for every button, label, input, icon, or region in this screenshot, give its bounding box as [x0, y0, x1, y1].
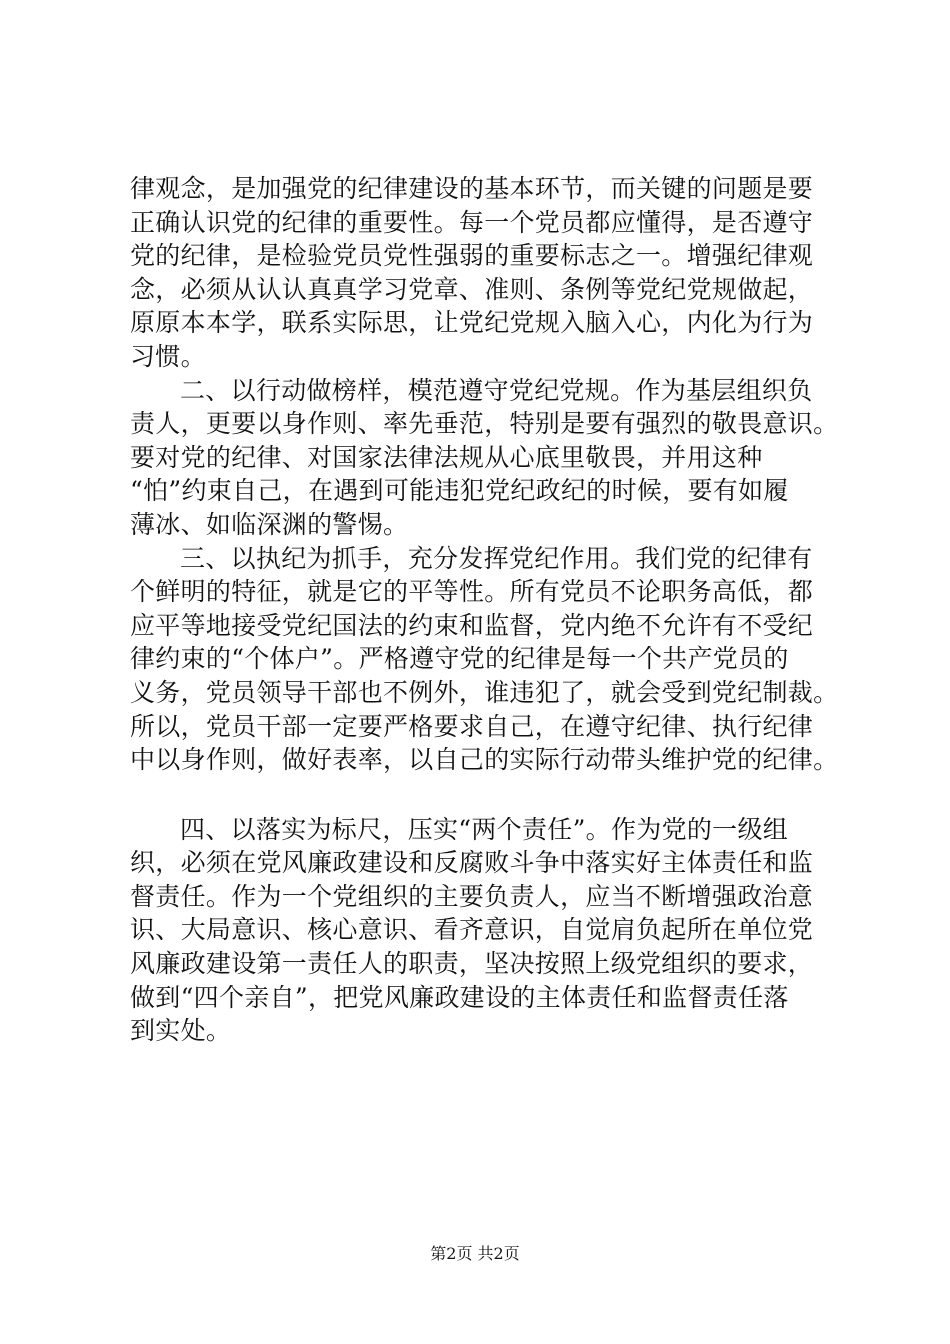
text-line: 正确认识党的纪律的重要性。每一个党员都应懂得，是否遵守: [130, 207, 814, 237]
section-four-heading-line: 四、以落实为标尺，压实“两个责任”。作为党的一级组: [180, 814, 789, 844]
text-line: 原原本本学，联系实际思，让党纪党规入脑入心，内化为行为: [130, 308, 814, 338]
text-line: 要对党的纪律、对国家法律法规从心底里敬畏，并用这种: [130, 442, 763, 472]
text-line: 薄冰、如临深渊的警惕。: [130, 509, 409, 539]
text-line: 督责任。作为一个党组织的主要负责人，应当不断增强政治意: [130, 881, 814, 911]
text-line: 义务，党员领导干部也不例外，谁违犯了，就会受到党纪制裁。: [130, 677, 839, 707]
text-line: 应平等地接受党纪国法的约束和监督，党内绝不允许有不受纪: [130, 610, 814, 640]
text-line: 织，必须在党风廉政建设和反腐败斗争中落实好主体责任和监: [130, 848, 814, 878]
paragraph-gap: [130, 777, 830, 813]
text-line: “怕”约束自己，在遇到可能违犯党纪政纪的时候，要有如履: [130, 476, 789, 506]
text-line: 念，必须从认认真真学习党章、准则、条例等党纪党规做起，: [130, 274, 814, 304]
section-two-heading-line: 二、以行动做榜样，模范遵守党纪党规。作为基层组织负: [180, 375, 813, 405]
text-line: 个鲜明的特征，就是它的平等性。所有党员不论职务高低，都: [130, 577, 814, 607]
text-line: 识、大局意识、核心意识、看齐意识，自觉肩负起所在单位党: [130, 915, 814, 945]
text-line: 责人，更要以身作则、率先垂范，特别是要有强烈的敬畏意识。: [130, 409, 839, 439]
text-line: 律约束的“个体户”。严格遵守党的纪律是每一个共产党员的: [130, 644, 789, 674]
text-line: 风廉政建设第一责任人的职责，坚决按照上级党组织的要求，: [130, 949, 814, 979]
section-three-heading-line: 三、以执纪为抓手，充分发挥党纪作用。我们党的纪律有: [180, 543, 813, 573]
document-body: [130, 172, 839, 1048]
text-line: 中以身作则，做好表率，以自己的实际行动带头维护党的纪律。: [130, 745, 839, 775]
page-number-footer: 第2页 共2页: [430, 1244, 520, 1263]
text-line: 党的纪律，是检验党员党性强弱的重要标志之一。增强纪律观: [130, 241, 814, 271]
text-line: 律观念，是加强党的纪律建设的基本环节，而关键的问题是要: [130, 174, 814, 203]
text-line: 做到“四个亲自”，把党风廉政建设的主体责任和监督责任落: [130, 982, 789, 1012]
text-line: 习惯。: [130, 341, 206, 371]
text-line: 到实处。: [130, 1016, 232, 1046]
text-line: 所以，党员干部一定要严格要求自己，在遵守纪律、执行纪律: [130, 711, 814, 741]
